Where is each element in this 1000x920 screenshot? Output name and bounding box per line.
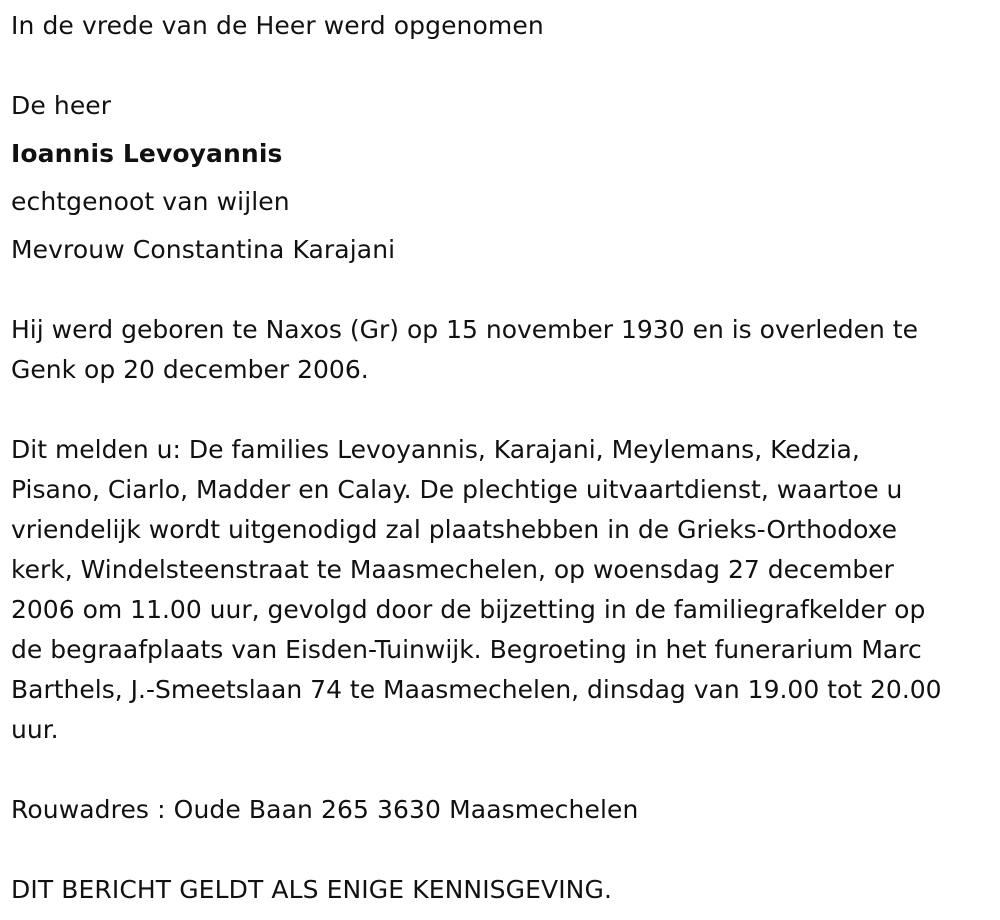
announcement-line: Pisano, Ciarlo, Madder en Calay. De plechtige uitvaartdienst, waartoe u bbox=[11, 475, 903, 504]
spouse-name: Mevrouw Constantina Karajani bbox=[11, 235, 396, 264]
announcement-line: Barthels, J.-Smeetslaan 74 te Maasmechelen, dinsdag van 19.00 tot 20.00 bbox=[11, 675, 942, 704]
birth-death-paragraph bbox=[11, 310, 996, 390]
notice-text: DIT BERICHT GELDT ALS ENIGE KENNISGEVING. bbox=[11, 875, 612, 904]
mourning-address: Rouwadres : Oude Baan 265 3630 Maasmechelen bbox=[11, 795, 639, 824]
announcement-line: 2006 om 11.00 uur, gevolgd door de bijzetting in de familiegrafkelder op bbox=[11, 595, 926, 624]
announcement-line: kerk, Windelsteenstraat te Maasmechelen, op woensdag 27 december bbox=[11, 555, 894, 584]
announcement-line: vriendelijk wordt uitgenodigd zal plaatshebben in de Grieks-Orthodoxe bbox=[11, 515, 898, 544]
header-text: In de vrede van de Heer werd opgenomen bbox=[11, 11, 544, 40]
birth-death-line: Hij werd geboren te Naxos (Gr) op 15 november 1930 en is overleden te bbox=[11, 315, 918, 344]
relation-text: echtgenoot van wijlen bbox=[11, 187, 290, 216]
title-prefix: De heer bbox=[11, 91, 112, 120]
birth-death-line: Genk op 20 december 2006. bbox=[11, 355, 369, 384]
announcement-line: Dit melden u: De families Levoyannis, Karajani, Meylemans, Kedzia, bbox=[11, 435, 860, 464]
announcement-line: uur. bbox=[11, 715, 59, 744]
announcement-line: de begraafplaats van Eisden-Tuinwijk. Begroeting in het funerarium Marc bbox=[11, 635, 922, 664]
deceased-name: Ioannis Levoyannis bbox=[11, 139, 283, 168]
announcement-paragraph bbox=[11, 430, 996, 750]
